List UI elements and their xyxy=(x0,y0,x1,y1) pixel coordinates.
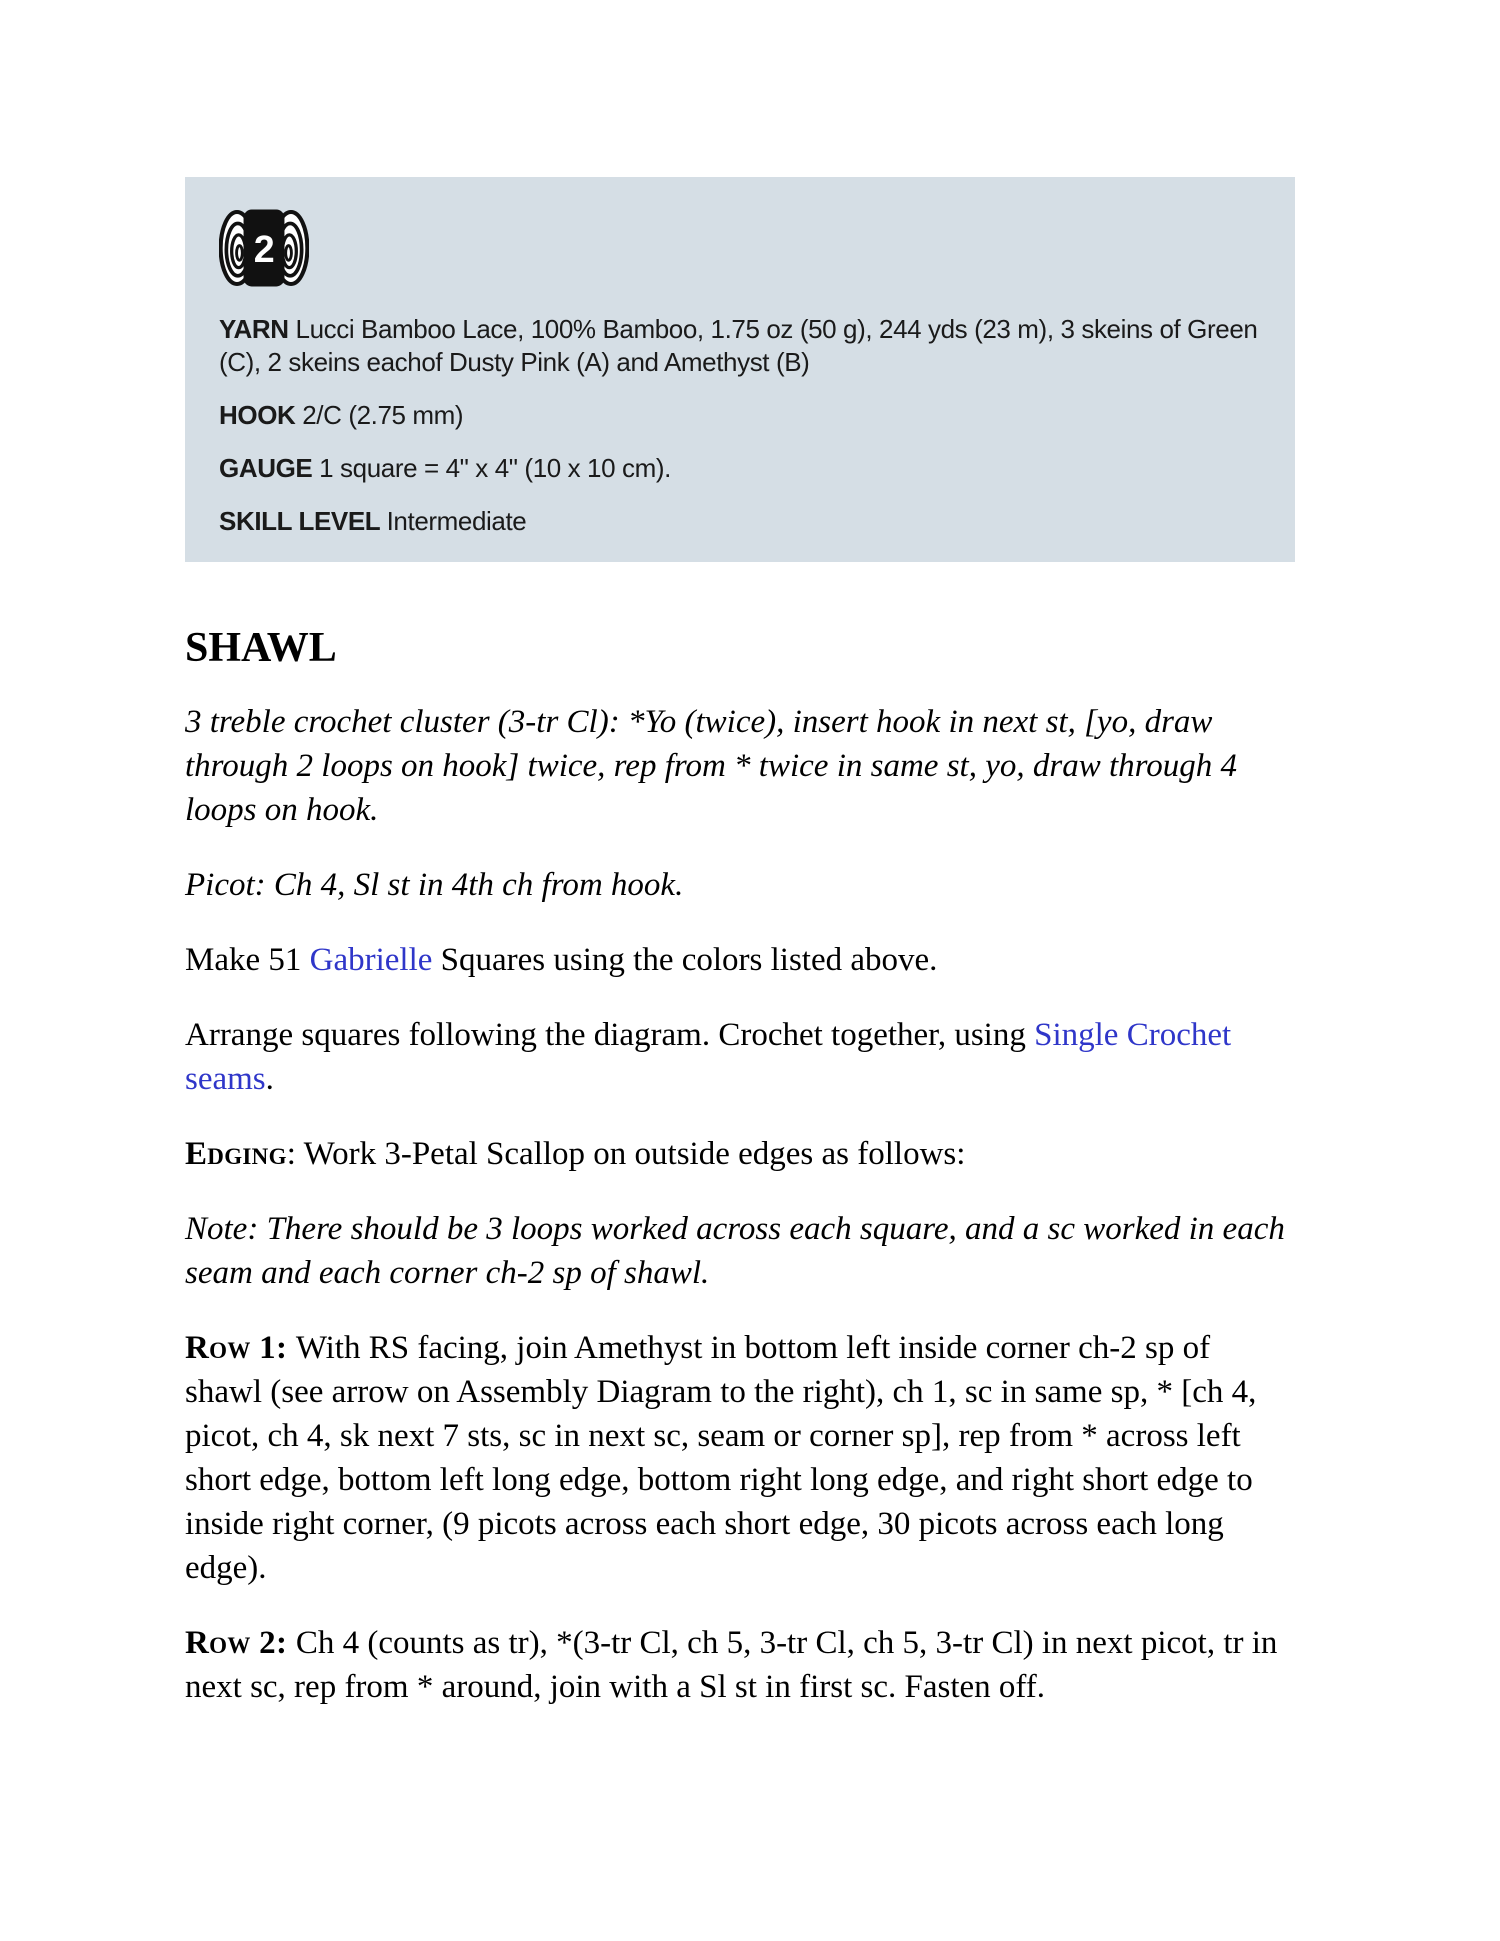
text-segment: Ch 4 (counts as tr), *(3-tr Cl, ch 5, 3-tr Cl, ch 5, 3-tr Cl) in next picot, tr in next sc, rep from * around, join with a Sl st in first sc. Fasten off. xyxy=(185,1625,1278,1705)
text-segment: Squares using the colors listed above. xyxy=(432,942,938,978)
yarn-spec-line xyxy=(219,313,1263,379)
text-segment: HOOK xyxy=(219,400,303,430)
text-segment: Make 51 xyxy=(185,942,310,978)
paragraph-picot-definition xyxy=(185,863,1295,907)
text-segment: Note: There should be 3 loops worked across each square, and a sc worked in each seam and each corner ch-2 sp of shawl. xyxy=(185,1211,1285,1291)
text-segment: With RS facing, join Amethyst in bottom left inside corner ch-2 sp of shawl (see arrow on Assembly Diagram to the right), ch 1, sc in same sp, * [ch 4, picot, ch 4, sk next 7 sts, sc in next sc, seam or corner sp], rep from * across left short edge, bottom left long edge, bottom right long edge, and right short edge to inside right corner, (9 picots across each short edge, 30 picots across each long edge). xyxy=(185,1330,1257,1586)
paragraph-stitch-definition xyxy=(185,700,1295,832)
text-segment: SKILL LEVEL xyxy=(219,506,387,536)
single-crochet-seams-link[interactable]: Single Crochet seams xyxy=(185,1017,1232,1097)
text-segment: Arrange squares following the diagram. Crochet together, using xyxy=(185,1017,1035,1053)
skill-level-line xyxy=(219,505,1263,538)
text-segment: : Work 3-Petal Scallop on outside edges as follows: xyxy=(286,1136,966,1172)
gauge-spec-line xyxy=(219,452,1263,485)
text-segment: YARN xyxy=(219,314,296,344)
paragraph-edging xyxy=(185,1132,1295,1176)
text-segment: Row 2: xyxy=(185,1625,296,1661)
yarn-skein-weight-2-icon xyxy=(219,207,309,289)
paragraph-arrange-squares xyxy=(185,1013,1295,1101)
text-segment: 1 square = 4" x 4" (10 x 10 cm). xyxy=(319,453,671,483)
paragraph-row-1 xyxy=(185,1326,1295,1590)
text-segment: Intermediate xyxy=(386,506,527,536)
yarn-info-box xyxy=(185,177,1295,562)
paragraph-make-squares xyxy=(185,938,1295,982)
yarn-weight-number: 2 xyxy=(253,227,275,270)
paragraph-row-2 xyxy=(185,1621,1295,1709)
text-segment: . xyxy=(265,1061,274,1097)
hook-spec-line xyxy=(219,399,1263,432)
text-segment: Picot: Ch 4, Sl st in 4th ch from hook. xyxy=(185,867,684,903)
gabrielle-link[interactable]: Gabrielle xyxy=(309,942,433,978)
text-segment: 3 treble crochet cluster (3-tr Cl): *Yo (twice), insert hook in next st, [yo, draw through 2 loops on hook] twice, rep from * twice in same st, yo, draw through 4 loops on hook. xyxy=(185,704,1237,828)
paragraph-note xyxy=(185,1207,1295,1295)
text-segment: 2/C (2.75 mm) xyxy=(302,400,464,430)
text-segment: Row 1: xyxy=(185,1330,296,1366)
text-segment: GAUGE xyxy=(219,453,320,483)
content-column xyxy=(185,177,1295,1709)
text-segment: Edging xyxy=(185,1136,287,1172)
section-heading-shawl: SHAWL xyxy=(185,625,337,671)
text-segment: Lucci Bamboo Lace, 100% Bamboo, 1.75 oz (50 g), 244 yds (23 m), 3 skeins of Green (C), 2 skeins eachof Dusty Pink (A) and Amethyst (B) xyxy=(219,314,1258,377)
